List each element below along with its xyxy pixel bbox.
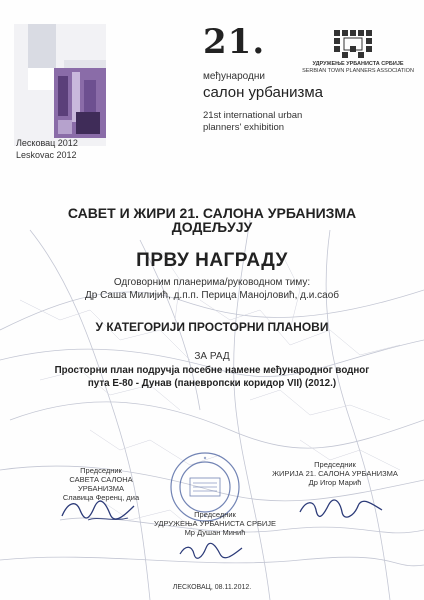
association-org: УДРУЖЕЊА УРБАНИСТА СРБИЈЕ — [153, 519, 277, 528]
category-heading: У КАТЕГОРИЈИ ПРОСТОРНИ ПЛАНОВИ — [95, 320, 329, 334]
jury-org: ЖИРИЈА 21. САЛОНА УРБАНИЗМА — [272, 469, 398, 478]
exhibition-logo — [14, 24, 106, 146]
jury-president-role: Председник — [314, 460, 356, 469]
association-handwritten-signature — [176, 540, 246, 562]
association-president-role: Председник — [194, 510, 236, 519]
place-and-date: ЛЕСКОВАЦ, 08.11.2012. — [172, 584, 252, 591]
council-president-name: Славица Ференц, диа — [62, 493, 140, 502]
edition-number: 21. — [203, 22, 266, 62]
international-label: међународни — [203, 71, 265, 82]
council-org: САВЕТА САЛОНА УРБАНИЗМА — [69, 475, 133, 493]
grants-heading: ДОДЕЉУЈУ — [171, 219, 253, 235]
association-name — [300, 61, 416, 74]
association-name-sr: УДРУЖЕЊЕ УРБАНИСТА СРБИЈЕ — [312, 61, 404, 67]
association-logo-icon — [332, 28, 376, 60]
city-year-sr: Лесковац 2012 — [16, 138, 78, 148]
english-title-line1: 21st international urban — [203, 110, 303, 121]
project-title-line2: пута Е-80 - Дунав (паневропски коридор VII) (2012.) — [87, 378, 337, 389]
association-name-en: SERBIAN TOWN PLANNERS ASSOCIATION — [302, 67, 414, 74]
council-president-role: Председник — [80, 466, 122, 475]
for-work-label: ЗА РАД — [194, 351, 230, 362]
project-title-line1: Просторни план подручја посебне намене међународног водног — [54, 365, 370, 376]
team-members: Др Саша Милијић, д.п.п. Перица Манојловић, д.и.саоб — [84, 290, 340, 301]
signature-block-jury — [270, 460, 400, 487]
council-handwritten-signature — [58, 496, 138, 526]
jury-president-name: Др Игор Марић — [308, 478, 362, 487]
city-year-en: Leskovac 2012 — [16, 150, 77, 160]
team-label: Одговорним планерима/руководном тиму: — [113, 277, 311, 288]
association-president-name: Мр Душан Минић — [184, 528, 246, 537]
english-title-line2: planners' exhibition — [203, 122, 285, 133]
council-heading: САВЕТ И ЖИРИ 21. САЛОНА УРБАНИЗМА — [67, 205, 357, 221]
jury-handwritten-signature — [296, 496, 386, 522]
salon-title: салон урбанизма — [203, 84, 324, 101]
award-title: ПРВУ НАГРАДУ — [136, 250, 288, 271]
signature-block-association — [140, 510, 290, 537]
